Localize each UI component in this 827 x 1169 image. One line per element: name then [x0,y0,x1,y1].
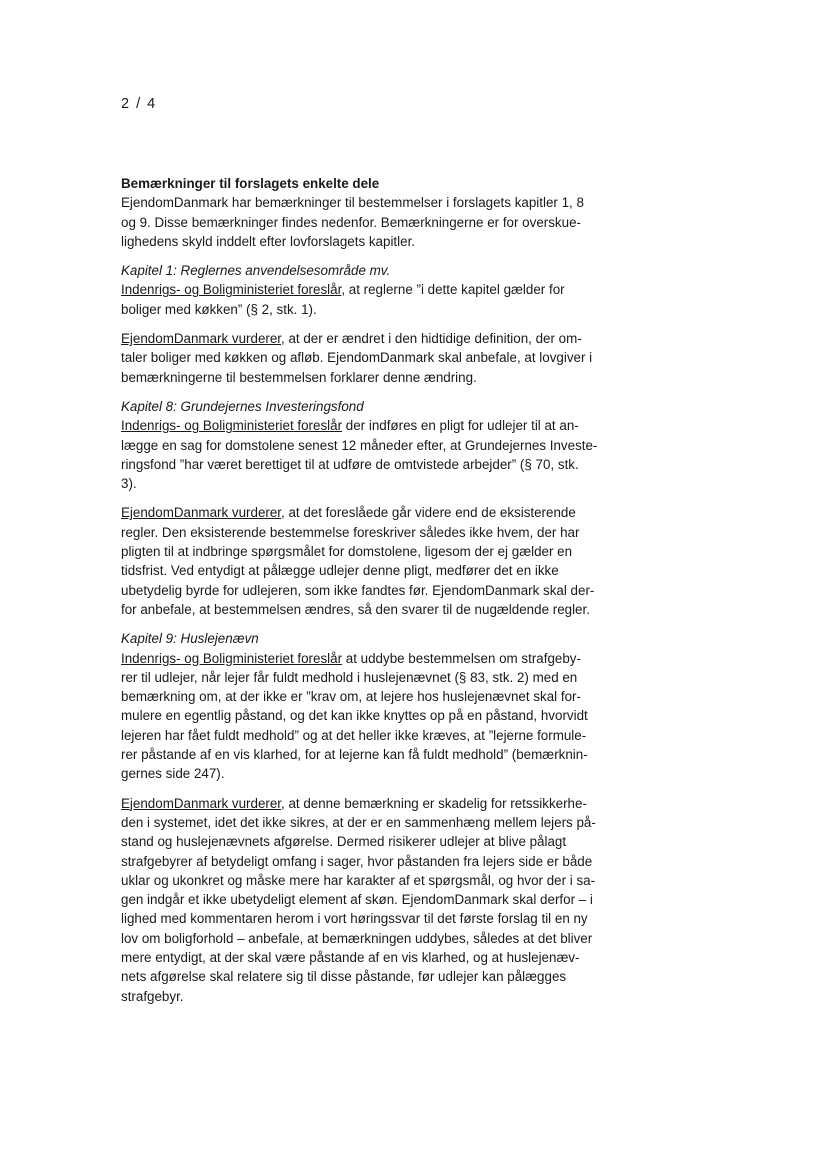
text-line: lighedens skyld inddelt efter lovforslagets kapitler. [121,233,416,249]
text-line [121,329,641,348]
chapter-8-proposal [121,397,641,493]
text-span: , at denne bemærkning er skadelig for retssikkerhe- [281,795,587,811]
chapter-1-assessment [121,329,641,387]
assessment-lead: EjendomDanmark vurderer [121,505,282,521]
text-line: rer til udlejer, når lejer får fuldt medhold i huslejenævnet (§ 83, stk. 2) med en [121,669,578,685]
text-line: 3). [121,476,137,492]
text-span: der indføres en pligt for udlejer til at an- [342,418,579,434]
text-line: lighed med kommentaren herom i vort høringssvar til det første forslag til en ny [121,911,588,927]
chapter-9-assessment [121,794,641,1006]
text-line: tidsfrist. Ved entydigt at pålægge udlejer denne pligt, medfører det en ikke [121,563,559,579]
text-line: regler. Den eksisterende bestemmelse foreskriver således ikke hvem, der har [121,524,580,540]
text-line: boliger med køkken” (§ 2, stk. 1). [121,301,317,317]
text-line: mere entydigt, at der skal være påstande af en vis klarhed, og at huslejenæv- [121,949,580,965]
text-line: for anbefale, at bestemmelsen ændres, så den svarer til de nugældende regler. [121,601,590,617]
text-span: at uddybe bestemmelsen om strafgeby- [342,650,581,666]
chapter-8-heading: Kapitel 8: Grundejernes Investeringsfond [121,398,364,414]
text-line [121,649,641,668]
text-line: stand og huslejenævnets afgørelse. Dermed risikerer udlejer at blive pålagt [121,834,567,850]
text-line: den i systemet, idet det ikke sikres, at der er en sammenhæng mellem lejers på- [121,814,596,830]
text-span: , at reglerne ”i dette kapitel gælder for [341,282,565,298]
text-line: rer påstande af en vis klarhed, for at lejerne kan få fuldt medhold” (bemærknin- [121,747,588,763]
text-line: lægge en sag for domstolene senest 12 måneder efter, at Grundejernes Investe- [121,437,598,453]
text-line: taler boliger med køkken og afløb. EjendomDanmark skal anbefale, at lovgiver i [121,350,593,366]
chapter-9-proposal [121,629,641,783]
assessment-lead: EjendomDanmark vurderer [121,795,282,811]
text-line [121,794,641,813]
text-line: EjendomDanmark har bemærkninger til bestemmelser i forslagets kapitler 1, 8 [121,195,584,211]
text-line: ringsfond ”har været berettiget til at udføre de omtvistede arbejder” (§ 70, stk. [121,456,579,472]
text-line: mulere en egentlig påstand, og det kan ikke knyttes op på en påstand, hvorvidt [121,708,588,724]
chapter-8-assessment [121,503,641,619]
text-line: pligten til at indbringe spørgsmålet for domstolene, ligesom der ej gælder en [121,544,573,560]
ministry-lead: Indenrigs- og Boligministeriet foreslår [121,418,343,434]
chapter-1-proposal [121,261,641,319]
text-line: lov om boligforhold – anbefale, at bemærkningen uddybes, således at det bliver [121,930,593,946]
text-span: , at der er ændret i den hidtidige definition, der om- [281,331,582,347]
section-title: Bemærkninger til forslagets enkelte dele [121,176,380,191]
text-span: , at det foreslåede går videre end de eksisterende [281,505,576,521]
text-line: uklar og ukonkret og måske mere har karakter af et spørgsmål, og hvor der i sa- [121,872,596,888]
page-number: 2 / 4 [121,96,157,112]
document-body [121,174,641,1016]
text-line: lejeren har fået fuldt medhold” og at det heller ikke kræves, at ”lejerne formule- [121,727,587,743]
text-line: bemærkning om, at der ikke er ”krav om, at lejere hos huslejenævnet skal for- [121,689,581,705]
text-line: nets afgørelse skal relatere sig til disse påstande, før udlejer kan pålægges [121,969,567,985]
text-line [121,416,641,435]
text-line: gen indgår et ikke ubetydeligt element af skøn. EjendomDanmark skal derfor – i [121,892,593,908]
text-line: gernes side 247). [121,766,225,782]
chapter-1-heading: Kapitel 1: Reglernes anvendelsesområde mv. [121,263,391,279]
ministry-lead: Indenrigs- og Boligministeriet foreslår [121,282,342,298]
text-line: ubetydelig byrde for udlejeren, som ikke fandtes før. EjendomDanmark skal der- [121,582,595,598]
text-line: strafgebyrer af betydeligt omfang i sager, hvor påstanden fra lejers side er både [121,853,593,869]
text-line: strafgebyr. [121,988,184,1004]
chapter-9-heading: Kapitel 9: Huslejenævn [121,631,259,647]
text-line [121,280,641,299]
text-line: bemærkningerne til bestemmelsen forklarer denne ændring. [121,369,477,385]
assessment-lead: EjendomDanmark vurderer [121,331,282,347]
intro-section [121,174,641,251]
text-line [121,503,641,522]
ministry-lead: Indenrigs- og Boligministeriet foreslår [121,650,343,666]
text-line: og 9. Disse bemærkninger findes nedenfor. Bemærkningerne er for overskue- [121,214,581,230]
